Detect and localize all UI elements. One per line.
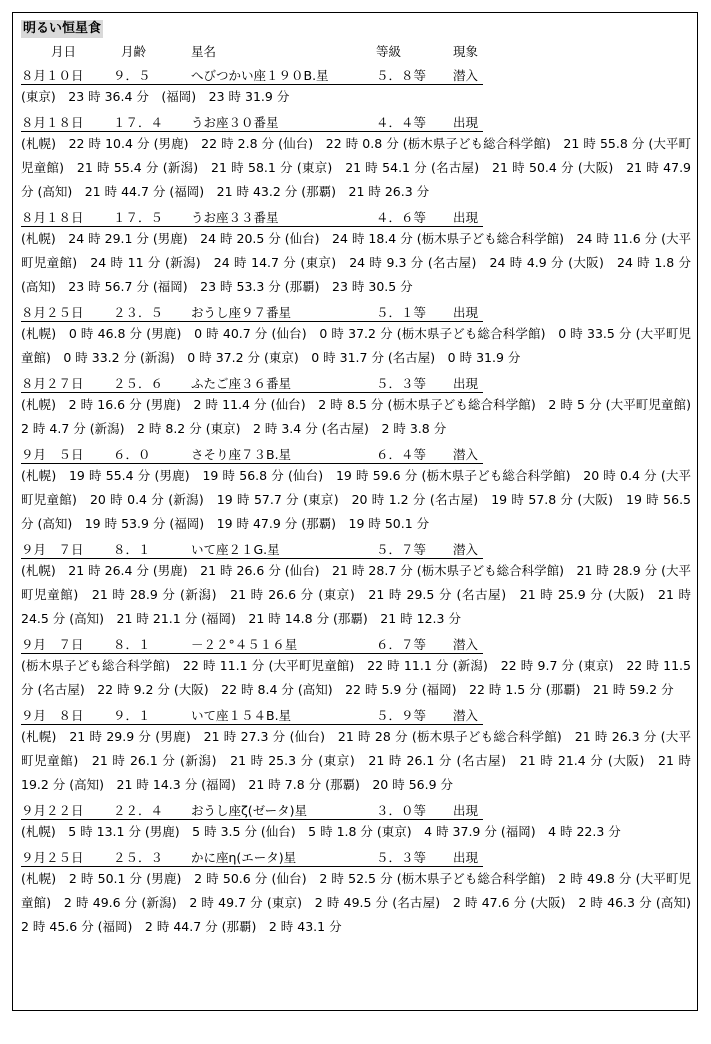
- event-item: [21, 204, 691, 299]
- event-date: ８月１０日: [21, 68, 84, 83]
- event-item: [21, 844, 704, 939]
- event-times: (札幌) 21 時 29.9 分 (男鹿) 21 時 27.3 分 (仙台) 21 時 28 分 (栃木県子ども総合科学館) 21 時 26.3 分 (大平町児童館) 21 時 26.1 分 (新潟) 21 時 25.3 分 (東京) 21 時 26.1 分 (名古屋) 21 時 21.4 分 (大阪) 21 時 19.2 分 (高知) 21 時 14.3 分 (福岡) 21 時 7.8 分 (那覇) 20 時 56.9 分: [21, 729, 691, 792]
- event-times: (札幌) 19 時 55.4 分 (男鹿) 19 時 56.8 分 (仙台) 19 時 59.6 分 (栃木県子ども総合科学館) 20 時 0.4 分 (大平町児童館) 20 時 0.4 分 (新潟) 19 時 57.7 分 (東京) 20 時 1.2 分 (名古屋) 19 時 57.8 分 (大阪) 19 時 56.5 分 (高知) 19 時 53.9 分 (福岡) 19 時 47.9 分 (那覇) 19 時 50.1 分: [21, 468, 691, 531]
- header-magnitude: 等級: [376, 44, 402, 59]
- document-body: [21, 17, 704, 939]
- event-phenomenon: 出現: [453, 376, 479, 391]
- event-phenomenon: 潜入: [453, 708, 479, 723]
- event-times: (栃木県子ども総合科学館) 22 時 11.1 分 (大平町児童館) 22 時 11.1 分 (新潟) 22 時 9.7 分 (東京) 22 時 11.5 分 (名古屋) 22 時 9.2 分 (大阪) 22 時 8.4 分 (高知) 22 時 5.9 分 (福岡) 22 時 1.5 分 (那覇) 21 時 59.2 分: [21, 658, 691, 697]
- event-item: [21, 370, 704, 441]
- event-item: [21, 797, 691, 844]
- event-times: (札幌) 2 時 50.1 分 (男鹿) 2 時 50.6 分 (仙台) 2 時 52.5 分 (栃木県子ども総合科学館) 2 時 49.8 分 (大平町児童館) 2 時 49.6 分 (新潟) 2 時 49.7 分 (東京) 2 時 49.5 分 (名古屋) 2 時 47.6 分 (大阪) 2 時 46.3 分 (高知) 2 時 45.6 分 (福岡) 2 時 44.7 分 (那覇) 2 時 43.1 分: [21, 871, 704, 934]
- event-moon-age: ９．１: [113, 708, 151, 723]
- event-item: [21, 441, 691, 536]
- event-phenomenon: 潜入: [453, 542, 479, 557]
- event-star: ふたご座３６番星: [191, 376, 292, 391]
- event-magnitude: ３．０等: [376, 803, 427, 818]
- event-magnitude: ５．８等: [376, 68, 427, 83]
- event-moon-age: ２２．４: [113, 803, 164, 818]
- event-header: [21, 204, 483, 227]
- event-phenomenon: 出現: [453, 850, 479, 865]
- header-star: 星名: [191, 44, 217, 59]
- event-moon-age: ８．１: [113, 637, 151, 652]
- page-title: 明るい恒星食: [23, 21, 102, 36]
- event-moon-age: ２５．６: [113, 376, 164, 391]
- event-header: [21, 441, 483, 464]
- event-header: [21, 536, 483, 559]
- event-magnitude: ４．４等: [376, 115, 427, 130]
- event-header: [21, 109, 483, 132]
- event-phenomenon: 出現: [453, 803, 479, 818]
- event-date: ９月 ７日: [21, 542, 84, 557]
- event-date: ８月１８日: [21, 115, 84, 130]
- event-magnitude: ６．７等: [376, 637, 427, 652]
- event-magnitude: ５．３等: [376, 376, 427, 391]
- event-date: ９月 ５日: [21, 447, 84, 462]
- event-date: ８月２５日: [21, 305, 84, 320]
- event-magnitude: ６．４等: [376, 447, 427, 462]
- event-star: いて座１５４B.星: [191, 708, 292, 723]
- event-date: ８月２７日: [21, 376, 84, 391]
- event-date: ８月１８日: [21, 210, 84, 225]
- event-phenomenon: 出現: [453, 305, 479, 320]
- header-moon-age: 月齢: [121, 44, 147, 59]
- event-moon-age: １７．４: [113, 115, 164, 130]
- event-star: へびつかい座１９０B.星: [191, 68, 329, 83]
- event-phenomenon: 出現: [453, 210, 479, 225]
- event-moon-age: ２５．３: [113, 850, 164, 865]
- event-times: (札幌) 5 時 13.1 分 (男鹿) 5 時 3.5 分 (仙台) 5 時 1.8 分 (東京) 4 時 37.9 分 (福岡) 4 時 22.3 分: [21, 824, 621, 839]
- event-date: ９月 ８日: [21, 708, 84, 723]
- event-date: ９月 ７日: [21, 637, 84, 652]
- event-header: [21, 370, 483, 393]
- event-moon-age: ２３．５: [113, 305, 164, 320]
- event-magnitude: ５．７等: [376, 542, 427, 557]
- event-star: おうし座９７番星: [191, 305, 292, 320]
- event-header: [21, 844, 483, 867]
- event-star: おうし座ζ(ゼータ)星: [191, 803, 308, 818]
- event-moon-age: １７．５: [113, 210, 164, 225]
- event-item: [21, 62, 691, 109]
- event-item: [21, 702, 691, 797]
- event-item: [21, 109, 691, 204]
- event-times: (札幌) 22 時 10.4 分 (男鹿) 22 時 2.8 分 (仙台) 22 時 0.8 分 (栃木県子ども総合科学館) 21 時 55.8 分 (大平町児童館) 21 時 55.4 分 (新潟) 21 時 58.1 分 (東京) 21 時 54.1 分 (名古屋) 21 時 50.4 分 (大阪) 21 時 47.9 分 (高知) 21 時 44.7 分 (福岡) 21 時 43.2 分 (那覇) 21 時 26.3 分: [21, 136, 691, 199]
- event-magnitude: ４．６等: [376, 210, 427, 225]
- event-star: －２２°４５１６星: [191, 637, 298, 652]
- event-phenomenon: 潜入: [453, 637, 479, 652]
- document-frame: [12, 12, 704, 1011]
- column-headers: [21, 38, 691, 62]
- event-header: [21, 797, 483, 820]
- event-header: [21, 299, 483, 322]
- event-header: [21, 62, 483, 85]
- header-date: 月日: [51, 44, 77, 59]
- event-list: [21, 62, 704, 939]
- event-star: さそり座７３B.星: [191, 447, 292, 462]
- event-moon-age: ９．５: [113, 68, 151, 83]
- event-times: (東京) 23 時 36.4 分 (福岡) 23 時 31.9 分: [21, 89, 290, 104]
- event-phenomenon: 潜入: [453, 68, 479, 83]
- event-magnitude: ５．１等: [376, 305, 427, 320]
- event-star: かに座η(エータ)星: [191, 850, 297, 865]
- event-phenomenon: 潜入: [453, 447, 479, 462]
- event-times: (札幌) 0 時 46.8 分 (男鹿) 0 時 40.7 分 (仙台) 0 時 37.2 分 (栃木県子ども総合科学館) 0 時 33.5 分 (大平町児童館) 0 時 33.2 分 (新潟) 0 時 37.2 分 (東京) 0 時 31.7 分 (名古屋) 0 時 31.9 分: [21, 326, 691, 365]
- event-item: [21, 631, 691, 702]
- event-date: ９月２２日: [21, 803, 84, 818]
- event-times: (札幌) 21 時 26.4 分 (男鹿) 21 時 26.6 分 (仙台) 21 時 28.7 分 (栃木県子ども総合科学館) 21 時 28.9 分 (大平町児童館) 21 時 28.9 分 (新潟) 21 時 26.6 分 (東京) 21 時 29.5 分 (名古屋) 21 時 25.9 分 (大阪) 21 時 24.5 分 (高知) 21 時 21.1 分 (福岡) 21 時 14.8 分 (那覇) 21 時 12.3 分: [21, 563, 691, 626]
- event-moon-age: ８．１: [113, 542, 151, 557]
- event-date: ９月２５日: [21, 850, 84, 865]
- event-moon-age: ６．０: [113, 447, 151, 462]
- event-magnitude: ５．３等: [376, 850, 427, 865]
- event-star: うお座３３番星: [191, 210, 279, 225]
- event-times: (札幌) 24 時 29.1 分 (男鹿) 24 時 20.5 分 (仙台) 24 時 18.4 分 (栃木県子ども総合科学館) 24 時 11.6 分 (大平町児童館) 24 時 11 分 (新潟) 24 時 14.7 分 (東京) 24 時 9.3 分 (名古屋) 24 時 4.9 分 (大阪) 24 時 1.8 分 (高知) 23 時 56.7 分 (福岡) 23 時 53.3 分 (那覇) 23 時 30.5 分: [21, 231, 691, 294]
- event-item: [21, 299, 691, 370]
- event-header: [21, 631, 483, 654]
- event-magnitude: ５．９等: [376, 708, 427, 723]
- event-times: (札幌) 2 時 16.6 分 (男鹿) 2 時 11.4 分 (仙台) 2 時 8.5 分 (栃木県子ども総合科学館) 2 時 5 分 (大平町児童館) 2 時 4.7 分 (新潟) 2 時 8.2 分 (東京) 2 時 3.4 分 (名古屋) 2 時 3.8 分: [21, 397, 704, 436]
- event-item: [21, 536, 691, 631]
- header-phenomenon: 現象: [453, 44, 479, 59]
- event-header: [21, 702, 483, 725]
- event-star: いて座２１G.星: [191, 542, 280, 557]
- event-star: うお座３０番星: [191, 115, 279, 130]
- event-phenomenon: 出現: [453, 115, 479, 130]
